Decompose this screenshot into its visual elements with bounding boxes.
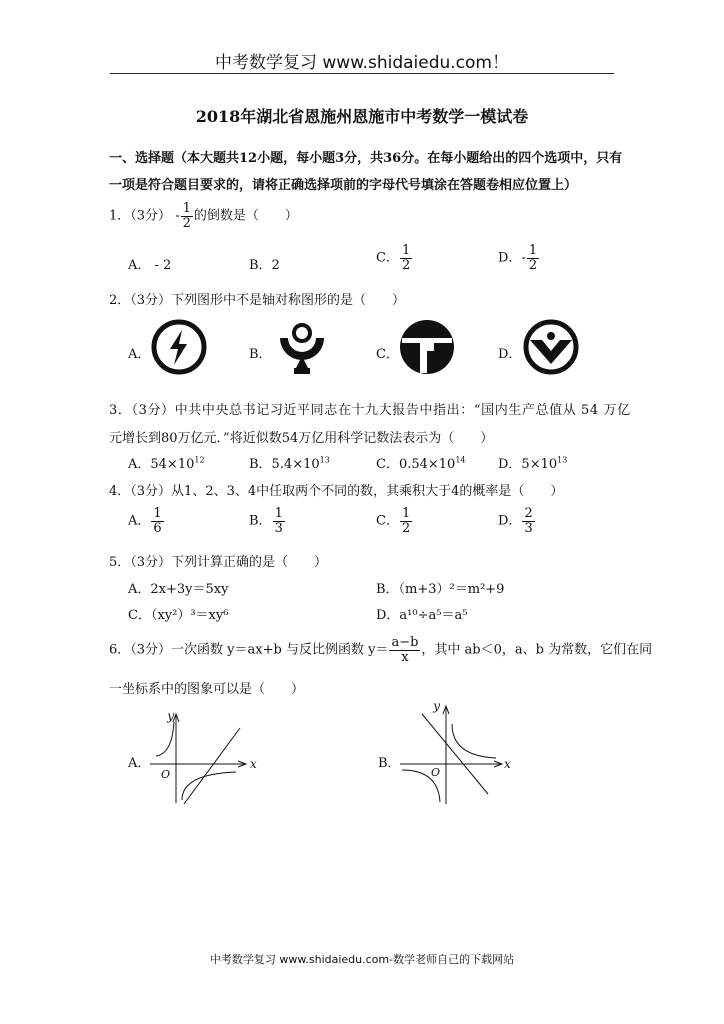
q4-option-b: B． $\frac{1}{3}$ (249, 506, 283, 536)
q3-option-b: B．$5.4\times 10^{13}$ (249, 455, 330, 472)
section-instructions-line1: 一、选择题（本大题共12小题，每小题3分，共36分。在每小题给出的四个选项中，只有 (109, 151, 623, 166)
q1-option-a: A． - 2 (128, 258, 172, 273)
q5-option-c: C．（xy²）³＝xy⁶ (128, 608, 229, 623)
graph-a (148, 708, 258, 808)
question-1: 1．（3分） - $\frac{1}{2}$ 的倒数是（ ） (109, 201, 298, 231)
graph-a-y-label: y (167, 709, 174, 723)
q5-option-a: A．2x+3y＝5xy (128, 582, 229, 597)
q1-option-b: B．2 (249, 258, 280, 273)
graph-b-origin-label: O (430, 766, 440, 779)
q2-option-b: B． (249, 347, 272, 362)
graph-b-x-label: x (504, 757, 511, 771)
graph-b (396, 698, 514, 808)
q1-option-d: D．- $\frac{1}{2}$ (498, 243, 538, 273)
question-6-line1: 6．（3分）一次函数 y＝ax+b 与反比例函数 y＝ $\frac{a-b}{x}$ ，其中 ab＜0，a、b 为常数，它们在同 (109, 635, 653, 665)
page-header: 中考数学复习 www.shidaiedu.com！ (215, 53, 509, 73)
q3-option-d: D．$5\times 10^{13}$ (498, 455, 568, 472)
question-4: 4．（3分）从1、2、3、4中任取两个不同的数，其乘积大于4的概率是（ ） (109, 484, 564, 499)
q4-option-a: A． $\frac{1}{6}$ (128, 506, 162, 536)
q4-option-c: C． $\frac{1}{2}$ (376, 506, 411, 536)
v-shield-logo-icon (522, 318, 580, 376)
question-5: 5．（3分）下列计算正确的是（ ） (109, 555, 328, 570)
lightning-logo-icon (150, 318, 208, 376)
graph-a-x-label: x (250, 757, 257, 771)
q2-option-d: D． (498, 347, 522, 362)
page-title: 2018年湖北省恩施州恩施市中考数学一模试卷 (195, 107, 529, 126)
header-divider (110, 73, 614, 74)
q2-option-a: A． (128, 347, 151, 362)
question-3-line1: 3．（3分）中共中央总书记习近平同志在十九大报告中指出：“国内生产总值从 54 万亿 (109, 403, 631, 418)
q5-option-b: B．（m+3）²＝m²+9 (376, 582, 505, 597)
q4-option-d: D． $\frac{2}{3}$ (498, 506, 533, 536)
graph-b-y-label: y (433, 699, 440, 713)
q1-fraction: $\frac{1}{2}$ (182, 201, 191, 231)
page-footer: 中考数学复习 www.shidaiedu.com-数学老师自己的下载网站 (209, 953, 515, 966)
ring-logo-icon (272, 316, 332, 376)
graph-a-origin-label: O (160, 768, 170, 781)
q2-option-c: C． (376, 347, 399, 362)
section-instructions-line2: 一项是符合题目要求的，请将正确选择项前的字母代号填涂在答题卷相应位置上） (109, 178, 578, 193)
asymmetric-logo-icon (398, 318, 456, 376)
q6-option-a: A． (128, 756, 151, 771)
question-2: 2．（3分）下列图形中不是轴对称图形的是（ ） (109, 293, 406, 308)
q3-option-a: A．$54\times 10^{12}$ (128, 455, 205, 472)
q6-option-b: B． (378, 756, 401, 771)
q3-option-c: C．$0.54\times 10^{14}$ (376, 455, 466, 472)
question-3-line2: 元增长到80万亿元．”将近似数54万亿用科学记数法表示为（ ） (109, 431, 494, 446)
q1-option-c: C． $\frac{1}{2}$ (376, 243, 411, 273)
question-6-line2: 一坐标系中的图象可以是（ ） (109, 682, 305, 697)
q5-option-d: D．a¹⁰÷a⁵＝a⁵ (376, 608, 468, 623)
